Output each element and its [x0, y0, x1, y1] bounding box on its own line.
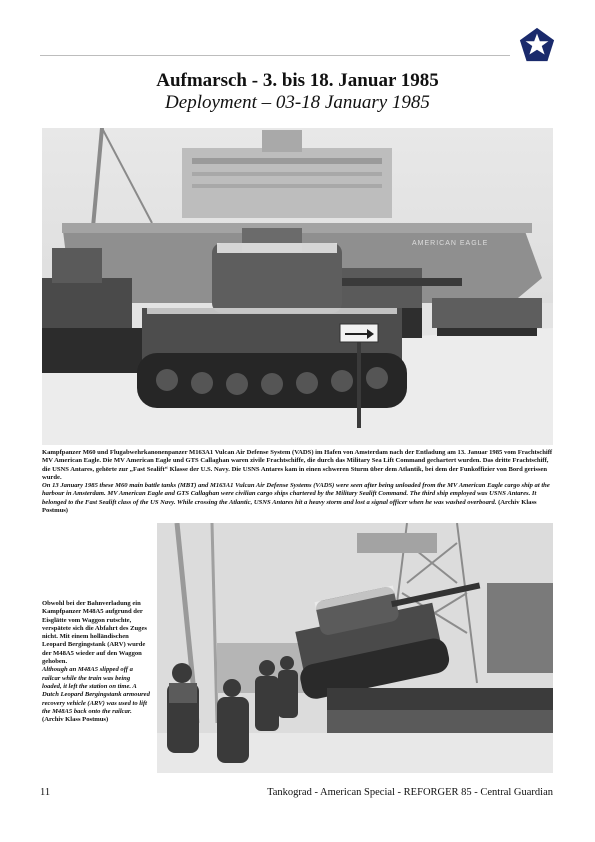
title-english: Deployment – 03-18 January 1985	[165, 92, 430, 113]
header-rule	[40, 55, 510, 56]
side-caption-credit: (Archiv Klass Postmus)	[42, 716, 109, 724]
photo-tanks-at-harbour	[42, 128, 553, 445]
ship-name-label: AMERICAN EAGLE	[412, 240, 489, 247]
publication-title: Tankograd - American Special - REFORGER 85 - Central Guardian	[267, 787, 553, 798]
side-caption-german: Obwohl bei der Bahnverladung ein Kampfpanzer M48A5 aufgrund der Eisglätte vom Waggon rutschte, verspätete sich die Abfahrt des Zuges nicht. Mit einem holländischen Leopard Bergingstank (ARV) wurde der M48A5 wieder auf den Waggon gehoben.	[42, 600, 147, 666]
pentagon-star-emblem-icon	[518, 26, 556, 64]
page-number: 11	[40, 787, 51, 798]
page-title	[0, 70, 595, 114]
harbour-scene-illustration	[42, 128, 553, 445]
caption-english: On 13 January 1985 these M60 main battle tanks (MBT) and M163A1 Vulcan Air Defense Systems (VADS) were seen after being unloaded from the MV American Eagle cargo ship at the harbour in Amsterdam. MV American Eagle and GTS Callaghan were civilian cargo ships chartered by the Military Sealift Command. The third ship employed was USNS Antares. It belonged to the Fast Sealift class of the US Navy. While crossing the Atlantic, USNS Antares hit a heavy storm and lost a signal officer when he was washed overboard.	[42, 482, 550, 506]
main-photo-caption	[42, 449, 553, 515]
caption-credit: (Archiv Klass Postmus)	[42, 498, 537, 515]
caption-german: Kampfpanzer M60 und Flugabwehrkanonenpanzer M163A1 Vulcan Air Defense System (VADS) im Hafen von Amsterdam nach der Entladung am 13. Januar 1985 vom Frachtschiff MV American Eagle. Die MV American Eagle und GTS Callaghan waren zivile Frachtschiffe, die durch das Military Sea Lift Command gechartert wurden. Das dritte Frachtschiff, die USNS Antares, gehörte zur „Fast Sealift“ Klasse der U.S. Navy. Die USNS Antares kam in einen schweren Sturm über dem Atlantik, bei dem der Funkoffizier von Bord gerissen wurde.	[42, 449, 553, 481]
railcar-recovery-illustration	[157, 523, 553, 773]
photo-tank-railcar-recovery	[157, 523, 553, 773]
side-caption-english: Although an M48A5 slipped off a railcar while the train was being loaded, it left the station on time. A Dutch Leopard Bergingstank armoured recovery vehicle (ARV) was used to lift the M48A5 back onto the railcar.	[42, 666, 150, 715]
side-photo-caption	[42, 600, 150, 724]
title-german: Aufmarsch - 3. bis 18. Januar 1985	[156, 70, 439, 91]
